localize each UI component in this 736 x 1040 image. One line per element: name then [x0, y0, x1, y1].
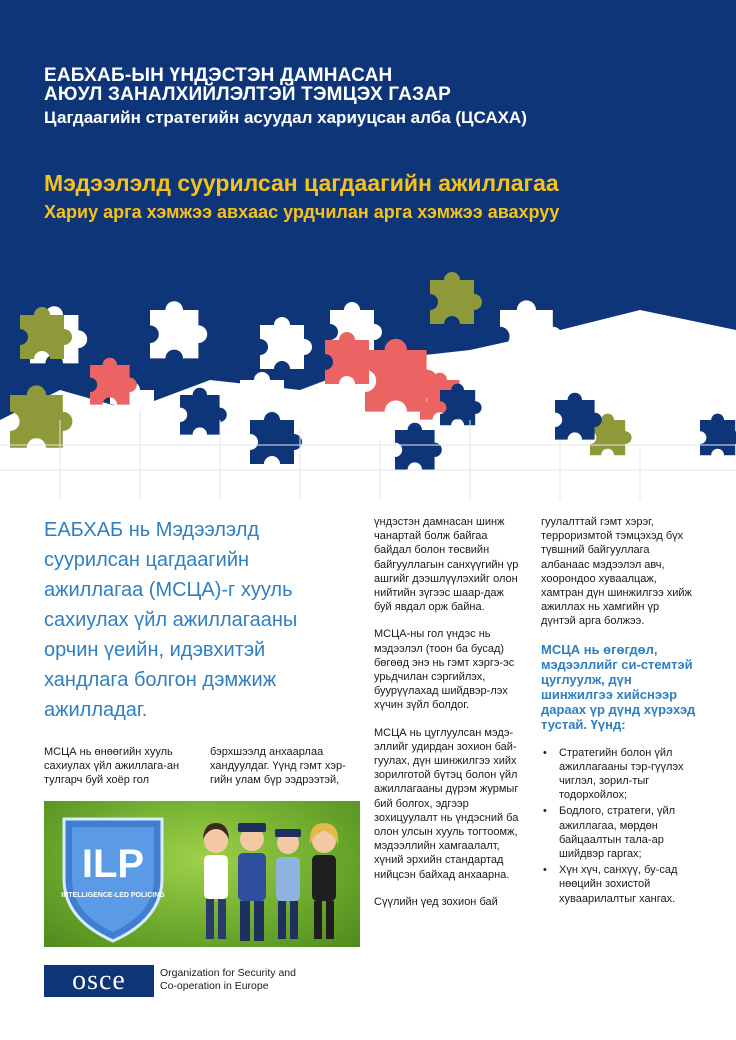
osce-org-name: [160, 967, 340, 993]
ilp-illustration: [44, 801, 360, 947]
list-item: • Хүн хүч, санхүү, бу-сад нөөцийн зохистой хуваарилалтыг хангах.: [541, 863, 696, 906]
highlight-paragraph: МСЦА нь өгөгдөл, мэдээллийг си-стемтэй цуглуулж, дүн шинжилгээ хийснээр дараах үр дүнд хүрэхэд тустай. Үүнд:: [541, 641, 696, 732]
osce-logo: [44, 965, 154, 997]
body-paragraph: Сүүлийн үед зохион бай: [374, 895, 498, 908]
header-banner: [0, 0, 736, 500]
person-analyst-woman-icon: [310, 823, 338, 939]
page-title: Мэдээлэлд суурилсан цагдаагийн ажиллагаа: [44, 170, 559, 196]
body-paragraph: МСЦА нь өнөөгийн хууль сахиулах үйл ажиллага-ан тулгарч буй хоёр гол: [44, 746, 180, 787]
osce-logo-text: osce: [72, 965, 126, 996]
osce-org-name-line2: Co-operation in Europe: [160, 980, 269, 992]
list-item: • Бодлого, стратеги, үйл ажиллагаа, мөрдөн байцаалтын тала-ар шийдвэр гаргах;: [541, 804, 696, 861]
ilp-artwork: [44, 801, 360, 947]
list-item: • Стратегийн болон үйл ажиллагааны тэр-гүүлэх чиглэл, зорил-тыг тодорхойлох;: [541, 746, 696, 803]
ilp-badge-subtext: INTELLIGENCE-LED POLICING: [61, 892, 165, 899]
body-paragraph: МСЦА нь цуглуулсан мэдэ-эллийг удирдан зохион бай-гуулах, дүн шинжилгээ хийх зорилготой бүтэц болон үйл ажиллагааны дүрэм журмыг бий болгох, эдгээр зохицуулалт нь үндэсний ба олон улсын хууль тогтоомж, мэдээллийн хамгаалалт, хүний эрхийн стандартад нийцсэн байхад анхаарна.: [374, 726, 519, 881]
lead-paragraph: ЕАБХАБ нь Мэдээлэлд суурилсан цагдаагийн ажиллагаа (МСЦА)-г хууль сахиулах үйл ажиллагааны орчин үеийн, идэвхитэй хандлага болгон дэмжиж ажилладаг.: [44, 519, 298, 721]
department-name: Цагдаагийн стратегийн асуудал хариуцсан алба (ЦСАХА): [44, 108, 527, 127]
person-civilian-woman-icon: [203, 823, 229, 939]
body-column-1b: [210, 745, 360, 801]
person-police-woman-icon: [275, 829, 301, 939]
body-column-3: [541, 515, 696, 908]
puzzle-pieces-illustration: [0, 270, 736, 500]
body-paragraph: үндэстэн дамнасан шинж чанартай болж байгаа байдал болон төсвийн байгууллагын санхүүгийн үр ашгийг дээшлүүлэхийг олон нийтийн зүгээс шаар-даж буй явдал орж байна.: [374, 516, 519, 614]
body-paragraph: гуулалттай гэмт хэрэг, терроризмтой тэмцэхэд бүх түвшний байгууллага албанаас мэдээлэл авч, хоорондоо хуваалцаж, хамтран дүн шинжилгээ хийж ажиллах нь хамгийн үр дүнтэй арга болжээ.: [541, 516, 692, 628]
body-paragraph: МСЦА-ны гол үндэс нь мэдээлэл (тоон ба бусад) бөгөөд энэ нь гэмт хэргэ-эс урьдчилан сэргийлэх, буурүүлахад шийдвэр-лэх хүчин зүйл болдог.: [374, 628, 515, 712]
body-column-2: [374, 515, 524, 922]
org-name: [44, 66, 451, 104]
person-police-officer-icon: [238, 823, 266, 941]
org-name-line2: АЮУЛ ЗАНАЛХИЙЛЭЛТЭЙ ТЭМЦЭХ ГАЗАР: [44, 84, 451, 105]
body-column-1a: [44, 745, 194, 801]
benefits-list: [541, 746, 696, 906]
page-subtitle: Хариу арга хэмжээ авхаас урдчилан арга хэмжээ авахруу: [44, 202, 560, 222]
org-name-line1: ЕАБХАБ-ЫН ҮНДЭСТЭН ДАМНАСАН: [44, 65, 393, 86]
osce-org-name-line1: Organization for Security and: [160, 967, 296, 979]
body-paragraph: бэрхшээлд анхаарлаа хандуулдаг. Үүнд гэмт хэр-гийн улам бүр ээдрээтэй,: [210, 746, 346, 787]
ilp-badge-text: ILP: [81, 842, 145, 886]
